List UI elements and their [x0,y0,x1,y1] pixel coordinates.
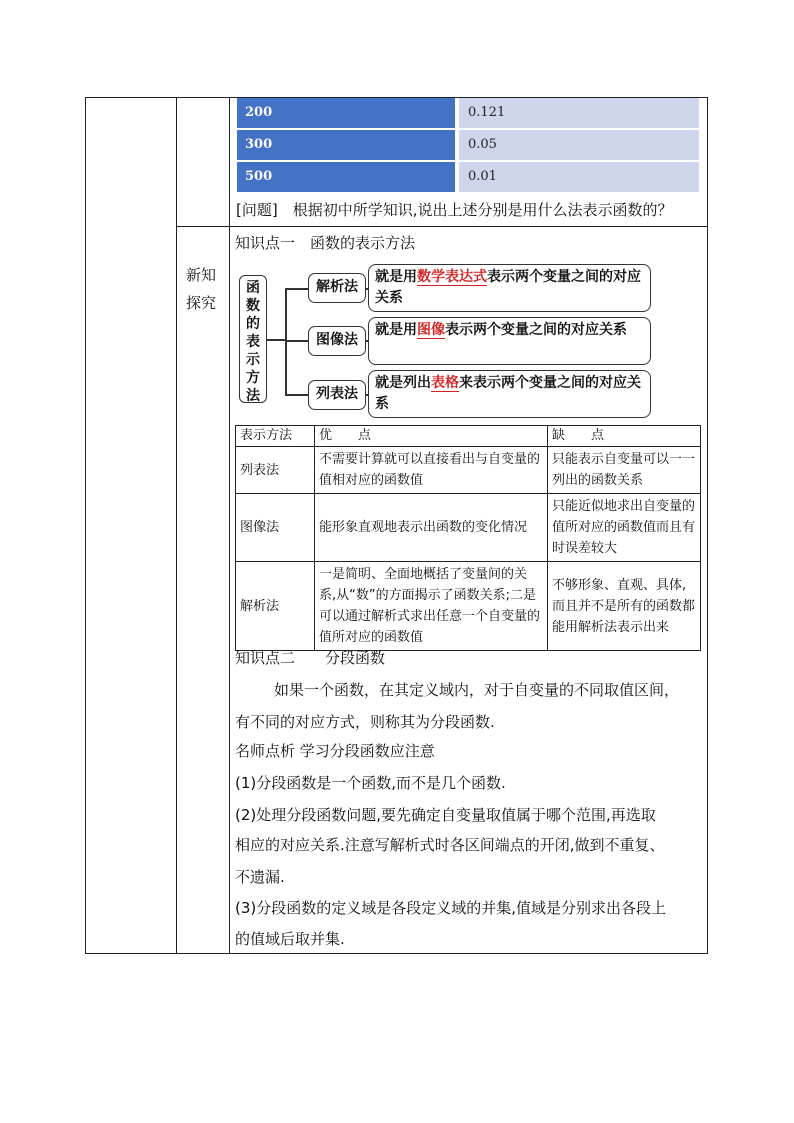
diagram-root-label: 函数的表示方法 [246,280,260,404]
desc-suffix: 来表示两个变量之间的对应关系 [375,375,641,412]
data-cell-x: 200 [237,98,455,128]
connector [285,394,308,396]
header-cell: 表示方法 [236,426,315,447]
tip-line: (3)分段函数的定义域是各段定义域的并集,值域是分别求出各段上 [235,899,667,917]
table-header-row [236,426,701,447]
data-row [237,98,699,128]
pros-cell: 一是简明、全面地概括了变量间的关系,从“数”的方面揭示了函数关系;二是可以通过解析式求出任意一个自变量的值所对应的函数值 [315,562,548,651]
method-box-graph: 图像法 [308,326,366,356]
desc-box-graph [368,317,651,365]
connector [285,340,308,342]
section-label-line-1: 新知 [186,266,217,284]
method-cell: 解析法 [236,562,315,651]
method-box-analytic: 解析法 [308,273,366,303]
desc-keyword: 表格 [431,375,459,391]
data-cell-y: 0.121 [459,98,699,128]
data-cell-x: 500 [237,162,455,192]
tips-title: 名师点析 学习分段函数应注意 [235,742,435,760]
desc-suffix: 表示两个变量之间的对应关系 [375,269,641,306]
diagram-root-box [239,275,267,403]
method-cell: 图像法 [236,494,315,562]
data-row [237,130,699,160]
connector [285,288,308,290]
section-label-line-2: 探究 [186,294,217,312]
desc-prefix: 就是列出 [375,375,431,391]
kp1-title: 知识点一 函数的表示方法 [235,234,416,252]
kp2-body-line-2: 有不同的对应方式，则称其为分段函数. [235,713,495,731]
comparison-table [235,425,701,651]
table-row [236,494,701,562]
tip-line: (2)处理分段函数问题,要先确定自变量取值属于哪个范围,再选取 [235,806,656,824]
tip-line: (1)分段函数是一个函数,而不是几个函数. [235,774,506,792]
cons-cell: 只能表示自变量可以一一列出的函数关系 [548,447,701,494]
header-cell: 优 点 [315,426,548,447]
data-cell-y: 0.05 [459,130,699,160]
cons-cell: 只能近似地求出自变量的值所对应的函数值而且有时误差较大 [548,494,701,562]
table-row [236,562,701,651]
header-cell: 缺 点 [548,426,701,447]
desc-suffix: 表示两个变量之间的对应关系 [445,322,627,338]
pros-cell: 能形象直观地表示出函数的变化情况 [315,494,548,562]
data-cell-x: 300 [237,130,455,160]
cons-cell: 不够形象、直观、具体,而且并不是所有的函数都能用解析法表示出来 [548,562,701,651]
kp2-body-line-1: 如果一个函数，在其定义域内，对于自变量的不同取值区间， [274,681,680,699]
desc-keyword: 图像 [417,322,445,338]
pros-cell: 不需要计算就可以直接看出与自变量的值相对应的函数值 [315,447,548,494]
method-cell: 列表法 [236,447,315,494]
question-text: [问题] 根据初中所学知识,说出上述分别是用什么法表示函数的？ [236,201,673,219]
tip-line: 不遗漏. [235,868,285,886]
row-divider [176,226,708,227]
connector [267,339,285,341]
desc-prefix: 就是用 [375,322,417,338]
tip-line: 的值域后取并集. [235,930,345,948]
data-row [237,162,699,192]
desc-prefix: 就是用 [375,269,417,285]
desc-box-table [368,370,651,418]
kp2-title: 知识点二 分段函数 [235,649,386,667]
tip-line: 相应的对应关系.注意写解析式时各区间端点的开闭,做到不重复、 [235,836,665,854]
desc-box-analytic [368,264,651,312]
method-box-table: 列表法 [308,380,366,410]
table-row [236,447,701,494]
desc-keyword: 数学表达式 [417,269,487,285]
data-cell-y: 0.01 [459,162,699,192]
